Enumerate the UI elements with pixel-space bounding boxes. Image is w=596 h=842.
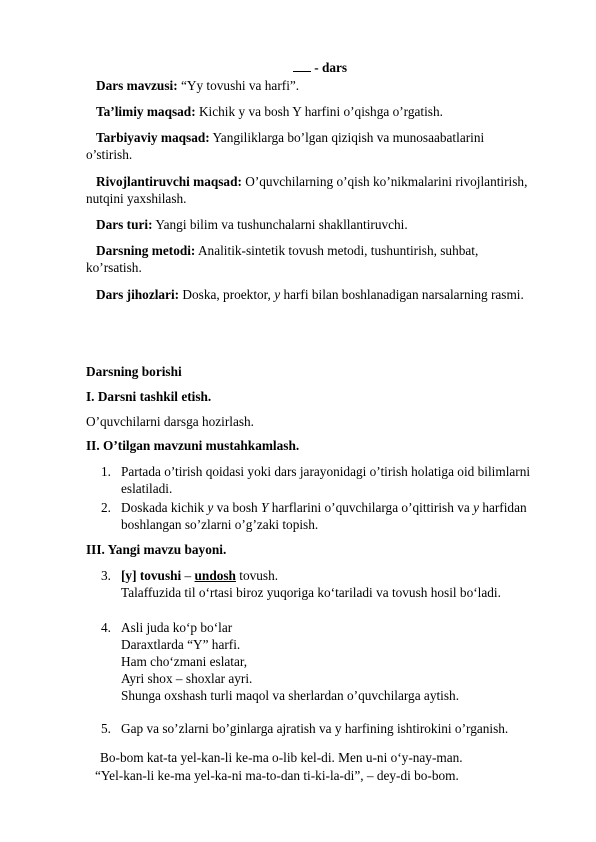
item-2-text-b: va bosh — [216, 500, 258, 515]
equipment-label: Dars jihozlari: — [96, 287, 180, 302]
item-3-text: tovush. — [239, 568, 279, 583]
method-label: Darsning metodi: — [96, 243, 196, 258]
list-item-1-line-1: Partada o’tirish qoidasi yoki dars jarayonidagi o’tirish holatiga oid bilimlarni — [121, 464, 531, 479]
equipment-letter-y: y — [274, 287, 281, 302]
item-2-text-d: harfidan — [482, 500, 527, 515]
method-line — [96, 243, 478, 259]
equipment-value-a: Doska, proektor, — [182, 287, 271, 302]
letter-small-y: y — [207, 500, 214, 515]
upbringing-goal-value: Yangiliklarga bo’lgan qiziqish va munosaabatlarini — [212, 130, 485, 145]
dev-goal-value: O’quvchilarning o’qish ko’nikmalarini rivojlantirish, — [245, 174, 528, 189]
lesson-type-value: Yangi bilim va tushunchalarni shakllantiruvchi. — [155, 217, 408, 232]
list-item-number: 3. — [101, 568, 111, 583]
poem-line: Asli juda ko‘p bo‘lar — [121, 620, 233, 635]
method-value: Analitik-sintetik tovush metodi, tushuntirish, suhbat, — [197, 243, 479, 258]
reading-text-line-1: Bo-bom kat-ta yel-kan-li ke-ma o-lib kel-di. Men u-ni o‘y-nay-man. — [100, 750, 463, 765]
dev-goal-value-cont: nutqini yaxshilash. — [86, 191, 187, 206]
letter-small-y: y — [473, 500, 479, 515]
list-item-2-line-2: boshlangan so’zlarni o’g’zaki topish. — [121, 517, 319, 532]
method-value-cont: ko’rsatish. — [86, 260, 142, 275]
poem-line: Ayri shox – shoxlar ayri. — [121, 671, 253, 686]
list-item-3-line-2: Talaffuzida til o‘rtasi biroz yuqoriga ko‘tariladi va tovush hosil bo‘ladi. — [121, 585, 501, 600]
section-1-text: O’quvchilarni darsga hozirlash. — [86, 414, 255, 429]
lesson-type-label: Dars turi: — [96, 217, 153, 232]
dev-goal-line — [96, 174, 527, 190]
edu-goal-label: Ta’limiy maqsad: — [96, 104, 196, 119]
dash: – — [184, 568, 192, 583]
item-2-text-c: harflarini o’quvchilarga o’qittirish va — [271, 500, 470, 515]
list-item-3-line-1 — [121, 568, 278, 584]
topic-label: Dars mavzusi: — [96, 78, 178, 93]
equipment-value-b: harfi bilan boshlanadigan narsalarning rasmi. — [283, 287, 524, 302]
item-2-text-a: Doskada kichik — [121, 500, 205, 515]
list-item-2-line-1 — [121, 500, 527, 516]
list-item-number: 4. — [101, 620, 111, 635]
section-1-heading: I. Darsni tashkil etish. — [86, 389, 212, 404]
reading-text-line-2: “Yel-kan-li ke-ma yel-ka-ni ma-to-dan ti-ki-la-di”, – dey-di bo-bom. — [95, 768, 459, 783]
list-item-number: 1. — [101, 464, 111, 479]
letter-capital-y: Y — [260, 500, 269, 515]
list-item-number: 2. — [101, 500, 111, 515]
lesson-title — [0, 60, 596, 76]
progress-heading: Darsning borishi — [86, 364, 182, 379]
list-item-number: 5. — [101, 721, 111, 736]
section-2-heading: II. O’tilgan mavzuni mustahkamlash. — [86, 438, 300, 453]
poem-line: Daraxtlarda “Y” harfi. — [121, 637, 241, 652]
list-item-5-text: Gap va so’zlarni bo’ginlarga ajratish va y harfining ishtirokini o’rganish. — [121, 721, 509, 736]
section-3-heading: III. Yangi mavzu bayoni. — [86, 542, 227, 557]
list-item-1-line-2: eslatiladi. — [121, 481, 173, 496]
edu-goal-line — [96, 104, 443, 120]
upbringing-goal-label: Tarbiyaviy maqsad: — [96, 130, 210, 145]
topic-value: “Yy tovushi va harfi”. — [180, 78, 300, 93]
upbringing-goal-value-cont: o’stirish. — [86, 147, 133, 162]
dev-goal-label: Rivojlantiruvchi maqsad: — [96, 174, 242, 189]
equipment-line — [96, 287, 524, 303]
poem-line: Shunga oxshash turli maqol va sherlardan o’quvchilarga aytish. — [121, 688, 460, 703]
consonant-label: undosh — [194, 568, 236, 583]
lesson-type-line — [96, 217, 408, 233]
lesson-title-text: - dars — [314, 60, 348, 75]
upbringing-goal-line — [96, 130, 484, 146]
lesson-number-blank — [293, 60, 311, 72]
poem-line: Ham cho‘zmani eslatar, — [121, 654, 248, 669]
edu-goal-value: Kichik y va bosh Y harfini o’qishga o’rgatish. — [198, 104, 443, 119]
sound-y-label: [y] tovushi — [121, 568, 182, 583]
topic-line — [96, 78, 299, 94]
